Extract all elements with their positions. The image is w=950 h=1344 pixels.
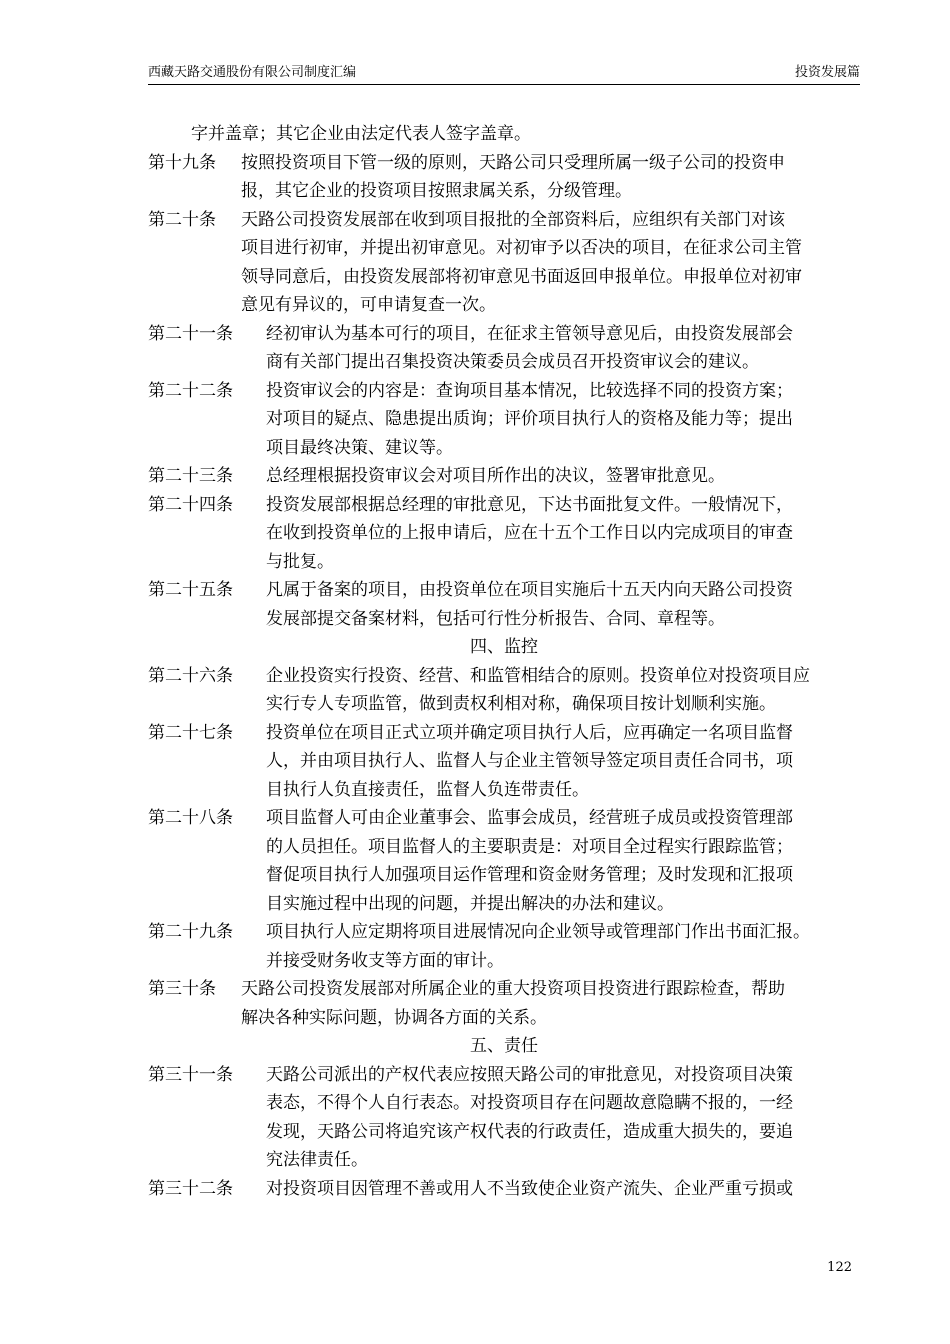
article-number: 第三十二条 — [148, 1178, 233, 1199]
article-number: 第二十九条 — [148, 922, 233, 942]
article-line: 经初审认为基本可行的项目，在征求主管领导意见后，由投资发展部会 — [266, 323, 793, 344]
article-line: 按照投资项目下管一级的原则，天路公司只受理所属一级子公司的投资申 — [241, 152, 785, 173]
page-number: 122 — [827, 1260, 852, 1275]
article-text — [266, 320, 868, 377]
article-number: 第二十条 — [148, 209, 216, 230]
article-line: 督促项目执行人加强项目运作管理和资金财务管理；及时发现和汇报项 — [266, 865, 793, 885]
article — [148, 462, 868, 491]
article — [148, 804, 868, 918]
article-text — [241, 975, 868, 1032]
article-text — [266, 662, 868, 719]
article-line: 究法律责任。 — [266, 1150, 368, 1170]
article-line: 报，其它企业的投资项目按照隶属关系，分级管理。 — [241, 181, 632, 201]
article-line: 天路公司投资发展部在收到项目报批的全部资料后，应组织有关部门对该 — [241, 209, 785, 230]
article-number: 第二十五条 — [148, 580, 233, 600]
article-line: 投资审议会的内容是：查询项目基本情况，比较选择不同的投资方案； — [266, 380, 793, 401]
article-line: 投资单位在项目正式立项并确定项目执行人后，应再确定一名项目监督 — [266, 722, 793, 743]
article-text — [266, 719, 868, 805]
article-text — [266, 491, 868, 577]
article — [148, 1061, 868, 1175]
article-number: 第二十八条 — [148, 808, 233, 828]
article — [148, 975, 868, 1032]
article — [148, 377, 868, 463]
article-line: 项目执行人应定期将项目进展情况向企业领导或管理部门作出书面汇报。 — [266, 922, 810, 942]
article-line: 发现，天路公司将追究该产权代表的行政责任，造成重大损失的，要追 — [266, 1121, 793, 1142]
article-line: 企业投资实行投资、经营、和监管相结合的原则。投资单位对投资项目应 — [266, 665, 810, 686]
article-number: 第二十二条 — [148, 380, 233, 401]
article-line: 并接受财务收支等方面的审计。 — [266, 950, 504, 971]
article-line: 解决各种实际问题，协调各方面的关系。 — [241, 1007, 547, 1028]
article-line: 在收到投资单位的上报申请后，应在十五个工作日以内完成项目的审查 — [266, 523, 793, 543]
article-number: 第二十四条 — [148, 494, 233, 515]
article — [148, 918, 868, 975]
article — [148, 491, 868, 577]
article-text — [266, 576, 868, 633]
article-line: 投资发展部根据总经理的审批意见，下达书面批复文件。一般情况下， — [266, 494, 793, 515]
article-number: 第三十一条 — [148, 1064, 233, 1085]
header-section-title: 投资发展篇 — [794, 65, 860, 80]
article-line: 发展部提交备案材料，包括可行性分析报告、合同、章程等。 — [266, 608, 725, 629]
article-text — [266, 377, 868, 463]
article-line: 与批复。 — [266, 551, 334, 572]
section-title-responsibility: 五、责任 — [470, 1036, 538, 1056]
article-line: 领导同意后，由投资发展部将初审意见书面返回申报单位。申报单位对初审 — [241, 266, 802, 287]
article — [148, 149, 868, 206]
article-line: 天路公司投资发展部对所属企业的重大投资项目投资进行跟踪检查，帮助 — [241, 979, 785, 999]
article — [148, 320, 868, 377]
article-number: 第三十条 — [148, 979, 216, 999]
article — [148, 662, 868, 719]
article-line: 对项目的疑点、隐患提出质询；评价项目执行人的资格及能力等；提出 — [266, 409, 793, 429]
intro-line: 字并盖章；其它企业由法定代表人签字盖章。 — [191, 124, 531, 144]
article-line: 目实施过程中出现的问题，并提出解决的办法和建议。 — [266, 893, 674, 914]
article-line: 表态，不得个人自行表态。对投资项目存在问题故意隐瞒不报的，一经 — [266, 1093, 793, 1113]
article-text — [266, 918, 868, 975]
article-line: 人，并由项目执行人、监督人与企业主管领导签定项目责任合同书，项 — [266, 751, 793, 771]
articles-group-monitoring — [148, 662, 868, 1033]
document-body — [148, 120, 868, 1203]
article-text — [266, 804, 868, 918]
article-line: 项目最终决策、建议等。 — [266, 437, 453, 458]
article-line: 商有关部门提出召集投资决策委员会成员召开投资审议会的建议。 — [266, 352, 759, 372]
article-text — [266, 462, 868, 491]
article-line: 实行专人专项监管，做到责权利相对称，确保项目按计划顺利实施。 — [266, 694, 776, 714]
article-line: 的人员担任。项目监督人的主要职责是：对项目全过程实行跟踪监管； — [266, 836, 793, 857]
article-line: 对投资项目因管理不善或用人不当致使企业资产流失、企业严重亏损或 — [266, 1178, 793, 1199]
article — [148, 576, 868, 633]
article-text — [241, 149, 868, 206]
header-document-title: 西藏天路交通股份有限公司制度汇编 — [148, 65, 357, 80]
article-text — [241, 206, 868, 320]
article-text — [266, 1061, 868, 1175]
article-number: 第十九条 — [148, 152, 216, 173]
section-title-monitoring: 四、监控 — [470, 637, 538, 657]
article-number: 第二十三条 — [148, 466, 233, 486]
article-line: 凡属于备案的项目，由投资单位在项目实施后十五天内向天路公司投资 — [266, 580, 793, 600]
articles-group-responsibility — [148, 1061, 868, 1204]
article-line: 意见有异议的，可申请复查一次。 — [241, 295, 496, 315]
article — [148, 206, 868, 320]
article-line: 项目监督人可由企业董事会、监事会成员，经营班子成员或投资管理部 — [266, 808, 793, 828]
article-line: 目执行人负直接责任，监督人负连带责任。 — [266, 779, 589, 800]
article-text — [266, 1175, 868, 1204]
article-line: 项目进行初审，并提出初审意见。对初审予以否决的项目，在征求公司主管 — [241, 238, 802, 258]
article-number: 第二十一条 — [148, 323, 233, 344]
article-number: 第二十六条 — [148, 665, 233, 686]
article — [148, 1175, 868, 1204]
page-header — [148, 64, 860, 85]
article-line: 天路公司派出的产权代表应按照天路公司的审批意见，对投资项目决策 — [266, 1064, 793, 1085]
article-line: 总经理根据投资审议会对项目所作出的决议，签署审批意见。 — [266, 466, 725, 486]
article — [148, 719, 868, 805]
articles-group-procedure — [148, 149, 868, 634]
article-number: 第二十七条 — [148, 722, 233, 743]
